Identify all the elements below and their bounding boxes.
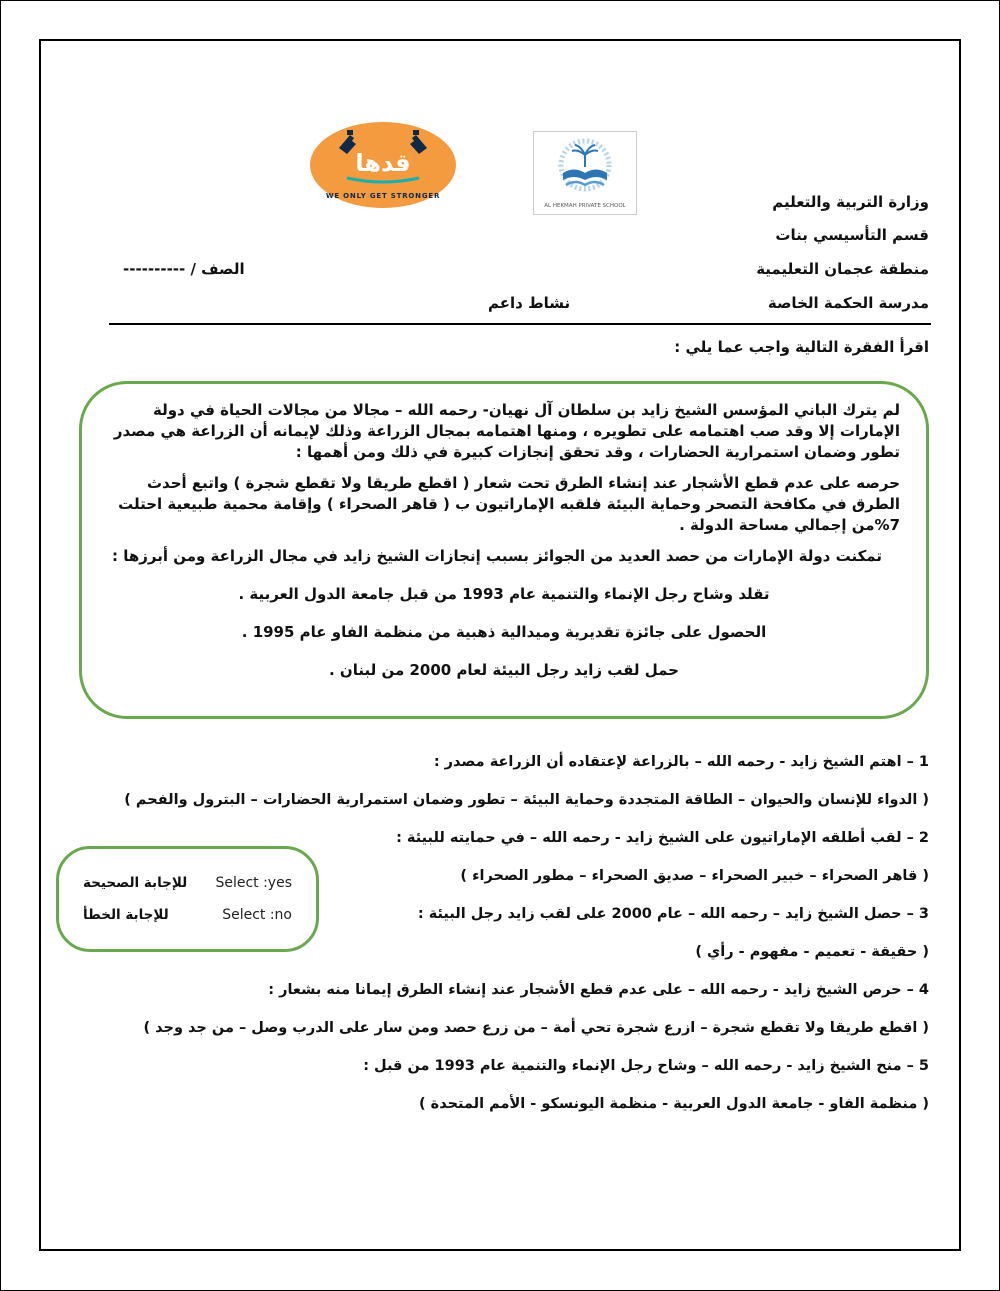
- question-2-options[interactable]: ( قاهر الصحراء – خبير الصحراء – صديق الصحراء – مطور الصحراء ): [460, 868, 929, 884]
- instruction-line: اقرأ الفقرة التالية واجب عما يلي :: [674, 338, 929, 356]
- question-3-options[interactable]: ( حقيقة - تعميم - مفهوم - رأي ): [695, 944, 929, 960]
- header-zone: منطقة عجمان التعليمية: [756, 260, 929, 278]
- grade-blank-field[interactable]: الصف / ----------: [123, 260, 245, 278]
- header-divider: [109, 323, 931, 325]
- flag-right-icon: [413, 130, 419, 135]
- passage-achievement-1: تقلد وشاح رجل الإنماء والتنمية عام 1993 من قبل جامعة الدول العربية .: [238, 585, 770, 603]
- school-logo-caption: AL HEKMAH PRIVATE SCHOOL: [544, 203, 626, 209]
- passage-achievement-3: حمل لقب زايد رجل البيئة لعام 2000 من لبنان .: [329, 661, 679, 679]
- question-1: 1 – اهتم الشيخ زايد - رحمه الله – بالزراعة لإعتقاده أن الزراعة مصدر :: [433, 754, 929, 770]
- wrong-answer-label-ar: للإجابة الخطأ: [83, 907, 169, 923]
- flag-left-icon: [347, 130, 353, 135]
- passage-paragraph-2: حرصه على عدم قطع الأشجار عند إنشاء الطرق تحت شعار ( اقطع طريقا ولا تقطع شجرة ) واتبع أحدث الطرق في مكافحة التصحر وحماية البيئة فلقبه الإماراتيون ب ( قاهر الصحراء ) وإقامة محمية طبيعية احتلت 7%من إجمالي مساحة الدولة .: [118, 474, 900, 534]
- activity-type-label: نشاط داعم: [488, 294, 571, 312]
- question-4: 4 – حرص الشيخ زايد - رحمه الله – على عدم قطع الأشجار عند إنشاء الطرق إيمانا منه بشعار :: [268, 982, 929, 998]
- reading-passage-box: [79, 381, 929, 719]
- question-2: 2 – لقب أطلقه الإماراتيون على الشيخ زايد - رحمه الله – في حمايته للبيئة :: [396, 830, 929, 846]
- header-ministry: وزارة التربية والتعليم: [772, 193, 929, 211]
- question-1-options[interactable]: ( الدواء للإنسان والحيوان – الطاقة المتجددة وحماية البيئة – تطور وضمان استمرارية الحضارات – البترول والفحم ): [124, 792, 929, 808]
- motto-logo-graphic: [309, 121, 457, 209]
- question-5-options[interactable]: ( منظمة الفاو - جامعة الدول العربية - منظمة اليونسكو - الأمم المتحدة ): [418, 1096, 929, 1112]
- answer-key-wrong-row: [83, 907, 292, 923]
- passage-paragraph-1: لم يترك الباني المؤسس الشيخ زايد بن سلطان آل نهيان- رحمه الله – مجالا من مجالات الحياة في دولة الإمارات إلا وقد صب اهتمامه على تطويره ، ومنها اهتمامه بمجال الزراعة وذلك لإيمانه أن الزراعة هي مصدر تطور وضمان استمرارية الحضارات ، وقد تحقق إنجازات كبيرة في ذلك ومن أهمها :: [113, 401, 900, 461]
- correct-answer-label-ar: للإجابة الصحيحة: [83, 875, 188, 891]
- question-5: 5 – منح الشيخ زايد - رحمه الله – وشاح رجل الإنماء والتنمية عام 1993 من قبل :: [363, 1058, 929, 1074]
- motto-logo-text: قدها: [355, 149, 411, 177]
- motto-caption: WE ONLY GET STRONGER: [325, 192, 441, 200]
- school-logo: [533, 131, 637, 215]
- motto-logo: [309, 121, 457, 209]
- answer-key-correct-row: [83, 875, 292, 891]
- school-logo-graphic: [533, 131, 637, 215]
- passage-achievement-2: الحصول على جائزة تقديرية وميدالية ذهبية من منظمة الفاو عام 1995 .: [241, 623, 767, 641]
- correct-answer-label-en: Select :yes: [215, 875, 292, 891]
- answer-key-box: [56, 846, 319, 952]
- header-department: قسم التأسيسي بنات: [775, 226, 929, 244]
- question-4-options[interactable]: ( اقطع طريقا ولا تقطع شجرة – ازرع شجرة تحي أمة – من زرع حصد ومن سار على الدرب وصل – من جد وجد ): [143, 1020, 929, 1036]
- question-3: 3 – حصل الشيخ زايد – رحمه الله – عام 2000 على لقب زايد رجل البيئة :: [417, 906, 929, 922]
- wrong-answer-label-en: Select :no: [222, 907, 292, 923]
- header-school-name: مدرسة الحكمة الخاصة: [767, 294, 929, 312]
- passage-paragraph-3: تمكنت دولة الإمارات من حصد العديد من الجوائز بسبب إنجازات الشيخ زايد في مجال الزراعة ومن أبرزها :: [111, 547, 882, 565]
